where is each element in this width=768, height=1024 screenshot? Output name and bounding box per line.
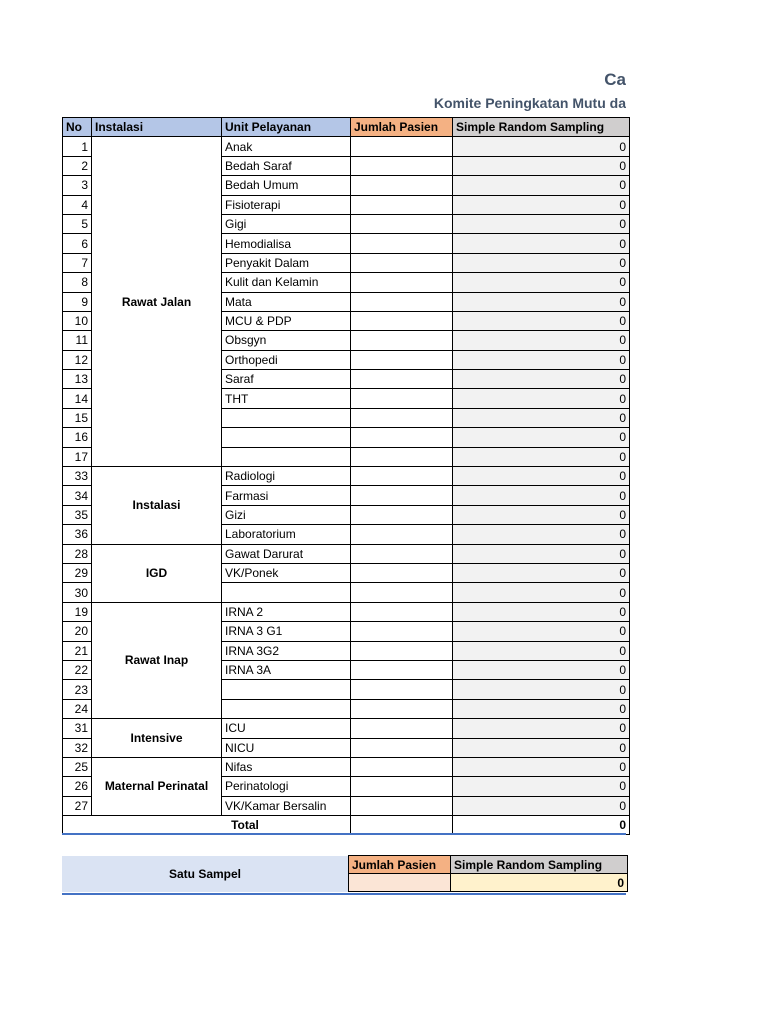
unit-pelayanan-cell[interactable]: Perinatologi xyxy=(222,777,351,796)
jumlah-pasien-cell[interactable] xyxy=(351,719,453,738)
srs-cell[interactable]: 0 xyxy=(453,292,630,311)
row-number[interactable]: 1 xyxy=(63,137,92,156)
unit-pelayanan-cell[interactable]: ICU xyxy=(222,719,351,738)
jumlah-pasien-cell[interactable] xyxy=(351,195,453,214)
sampel-header-jumlah-pasien: Jumlah Pasien xyxy=(349,856,451,874)
srs-cell[interactable]: 0 xyxy=(453,583,630,602)
row-number[interactable]: 30 xyxy=(63,583,92,602)
sampel-jumlah-pasien-input[interactable] xyxy=(349,874,451,892)
row-number[interactable]: 15 xyxy=(63,408,92,427)
jumlah-pasien-cell[interactable] xyxy=(351,738,453,757)
unit-pelayanan-cell[interactable]: Anak xyxy=(222,137,351,156)
row-number[interactable]: 3 xyxy=(63,176,92,195)
unit-pelayanan-cell[interactable]: Orthopedi xyxy=(222,350,351,369)
unit-pelayanan-cell[interactable] xyxy=(222,408,351,427)
table-row xyxy=(63,467,630,486)
table-row xyxy=(63,757,630,776)
instalasi-group-label[interactable]: Rawat Jalan xyxy=(92,137,222,467)
srs-cell[interactable]: 0 xyxy=(453,777,630,796)
jumlah-pasien-cell[interactable] xyxy=(351,467,453,486)
row-number[interactable]: 27 xyxy=(63,796,92,815)
jumlah-pasien-cell[interactable] xyxy=(351,544,453,563)
jumlah-pasien-cell[interactable] xyxy=(351,602,453,621)
table-row xyxy=(63,719,630,738)
unit-pelayanan-cell[interactable]: Bedah Saraf xyxy=(222,156,351,175)
unit-pelayanan-cell[interactable]: Farmasi xyxy=(222,486,351,505)
row-number[interactable]: 2 xyxy=(63,156,92,175)
row-number[interactable]: 26 xyxy=(63,777,92,796)
instalasi-group-label[interactable]: Intensive xyxy=(92,719,222,758)
unit-pelayanan-cell[interactable] xyxy=(222,447,351,466)
srs-cell[interactable]: 0 xyxy=(453,641,630,660)
jumlah-pasien-cell[interactable] xyxy=(351,505,453,524)
unit-pelayanan-cell[interactable]: MCU & PDP xyxy=(222,311,351,330)
jumlah-pasien-cell[interactable] xyxy=(351,428,453,447)
row-number[interactable]: 23 xyxy=(63,680,92,699)
srs-cell[interactable]: 0 xyxy=(453,602,630,621)
srs-cell[interactable]: 0 xyxy=(453,796,630,815)
unit-pelayanan-cell[interactable]: Laboratorium xyxy=(222,525,351,544)
col-header-jumlah-pasien[interactable]: Jumlah Pasien xyxy=(351,118,453,137)
jumlah-pasien-cell[interactable] xyxy=(351,563,453,582)
row-number[interactable]: 32 xyxy=(63,738,92,757)
jumlah-pasien-cell[interactable] xyxy=(351,486,453,505)
jumlah-pasien-cell[interactable] xyxy=(351,331,453,350)
srs-cell[interactable]: 0 xyxy=(453,389,630,408)
srs-cell[interactable]: 0 xyxy=(453,680,630,699)
table-row xyxy=(63,602,630,621)
srs-cell[interactable]: 0 xyxy=(453,447,630,466)
sampel-srs-value[interactable]: 0 xyxy=(451,874,628,892)
unit-pelayanan-cell[interactable]: Gizi xyxy=(222,505,351,524)
jumlah-pasien-cell[interactable] xyxy=(351,408,453,427)
instalasi-group-label[interactable]: Maternal Perinatal xyxy=(92,757,222,815)
srs-cell[interactable]: 0 xyxy=(453,563,630,582)
row-number[interactable]: 36 xyxy=(63,525,92,544)
jumlah-pasien-cell[interactable] xyxy=(351,214,453,233)
unit-pelayanan-cell[interactable]: IRNA 3A xyxy=(222,660,351,679)
jumlah-pasien-cell[interactable] xyxy=(351,389,453,408)
unit-pelayanan-cell[interactable]: Kulit dan Kelamin xyxy=(222,273,351,292)
row-number[interactable]: 6 xyxy=(63,234,92,253)
unit-pelayanan-cell[interactable]: IRNA 3G2 xyxy=(222,641,351,660)
jumlah-pasien-cell[interactable] xyxy=(351,622,453,641)
jumlah-pasien-cell[interactable] xyxy=(351,680,453,699)
row-number[interactable]: 24 xyxy=(63,699,92,718)
srs-cell[interactable]: 0 xyxy=(453,331,630,350)
page-title: Ca xyxy=(604,70,626,89)
srs-cell[interactable]: 0 xyxy=(453,137,630,156)
total-value[interactable]: 0 xyxy=(453,816,630,835)
srs-cell[interactable]: 0 xyxy=(453,622,630,641)
row-number[interactable]: 31 xyxy=(63,719,92,738)
srs-cell[interactable]: 0 xyxy=(453,757,630,776)
row-number[interactable]: 9 xyxy=(63,292,92,311)
unit-pelayanan-cell[interactable]: IRNA 3 G1 xyxy=(222,622,351,641)
unit-pelayanan-cell[interactable] xyxy=(222,680,351,699)
srs-cell[interactable]: 0 xyxy=(453,195,630,214)
srs-cell[interactable]: 0 xyxy=(453,486,630,505)
jumlah-pasien-cell[interactable] xyxy=(351,777,453,796)
row-number[interactable]: 8 xyxy=(63,273,92,292)
srs-cell[interactable]: 0 xyxy=(453,273,630,292)
unit-pelayanan-cell[interactable]: Radiologi xyxy=(222,467,351,486)
col-header-no[interactable]: No xyxy=(63,118,92,137)
instalasi-group-label[interactable]: IGD xyxy=(92,544,222,602)
srs-cell[interactable]: 0 xyxy=(453,660,630,679)
jumlah-pasien-cell[interactable] xyxy=(351,234,453,253)
row-number[interactable]: 16 xyxy=(63,428,92,447)
jumlah-pasien-cell[interactable] xyxy=(351,156,453,175)
row-number[interactable]: 19 xyxy=(63,602,92,621)
jumlah-pasien-cell[interactable] xyxy=(351,660,453,679)
unit-pelayanan-cell[interactable]: NICU xyxy=(222,738,351,757)
row-number[interactable]: 25 xyxy=(63,757,92,776)
row-number[interactable]: 20 xyxy=(63,622,92,641)
page-subtitle: Komite Peningkatan Mutu da xyxy=(433,95,626,111)
jumlah-pasien-cell[interactable] xyxy=(351,641,453,660)
row-number[interactable]: 10 xyxy=(63,311,92,330)
jumlah-pasien-cell[interactable] xyxy=(351,525,453,544)
row-number[interactable]: 28 xyxy=(63,544,92,563)
unit-pelayanan-cell[interactable]: Penyakit Dalam xyxy=(222,253,351,272)
srs-cell[interactable]: 0 xyxy=(453,719,630,738)
bottom-divider xyxy=(62,893,626,895)
srs-cell[interactable]: 0 xyxy=(453,370,630,389)
jumlah-pasien-cell[interactable] xyxy=(351,447,453,466)
jumlah-pasien-cell[interactable] xyxy=(351,273,453,292)
row-number[interactable]: 34 xyxy=(63,486,92,505)
satu-sampel-table xyxy=(62,855,628,892)
table-body xyxy=(63,137,630,835)
srs-cell[interactable]: 0 xyxy=(453,505,630,524)
row-number[interactable]: 5 xyxy=(63,214,92,233)
unit-pelayanan-cell[interactable] xyxy=(222,583,351,602)
row-number[interactable]: 35 xyxy=(63,505,92,524)
table-row xyxy=(63,544,630,563)
total-divider xyxy=(62,833,626,835)
instalasi-group-label[interactable]: Rawat Inap xyxy=(92,602,222,718)
unit-pelayanan-cell[interactable]: Saraf xyxy=(222,370,351,389)
jumlah-pasien-cell[interactable] xyxy=(351,176,453,195)
sampling-table xyxy=(62,117,630,835)
srs-cell[interactable]: 0 xyxy=(453,156,630,175)
instalasi-group-label[interactable]: Instalasi xyxy=(92,467,222,545)
unit-pelayanan-cell[interactable] xyxy=(222,428,351,447)
row-number[interactable]: 21 xyxy=(63,641,92,660)
unit-pelayanan-cell[interactable]: VK/Kamar Bersalin xyxy=(222,796,351,815)
jumlah-pasien-cell[interactable] xyxy=(351,370,453,389)
row-number[interactable]: 4 xyxy=(63,195,92,214)
row-number[interactable]: 11 xyxy=(63,331,92,350)
srs-cell[interactable]: 0 xyxy=(453,699,630,718)
row-number[interactable]: 7 xyxy=(63,253,92,272)
unit-pelayanan-cell[interactable]: Nifas xyxy=(222,757,351,776)
row-number[interactable]: 33 xyxy=(63,467,92,486)
unit-pelayanan-cell[interactable]: IRNA 2 xyxy=(222,602,351,621)
srs-cell[interactable]: 0 xyxy=(453,544,630,563)
row-number[interactable]: 12 xyxy=(63,350,92,369)
srs-cell[interactable]: 0 xyxy=(453,738,630,757)
satu-sampel-label: Satu Sampel xyxy=(62,856,349,892)
srs-cell[interactable]: 0 xyxy=(453,467,630,486)
srs-cell[interactable]: 0 xyxy=(453,253,630,272)
row-number[interactable]: 13 xyxy=(63,370,92,389)
srs-cell[interactable]: 0 xyxy=(453,234,630,253)
srs-cell[interactable]: 0 xyxy=(453,350,630,369)
srs-cell[interactable]: 0 xyxy=(453,408,630,427)
row-number[interactable]: 29 xyxy=(63,563,92,582)
unit-pelayanan-cell[interactable]: VK/Ponek xyxy=(222,563,351,582)
srs-cell[interactable]: 0 xyxy=(453,311,630,330)
jumlah-pasien-cell[interactable] xyxy=(351,137,453,156)
unit-pelayanan-cell[interactable] xyxy=(222,699,351,718)
unit-pelayanan-cell[interactable]: Fisioterapi xyxy=(222,195,351,214)
sampel-header-srs: Simple Random Sampling xyxy=(451,856,628,874)
table-header-row xyxy=(63,118,630,137)
srs-cell[interactable]: 0 xyxy=(453,525,630,544)
col-header-srs[interactable]: Simple Random Sampling xyxy=(453,118,630,137)
jumlah-pasien-cell[interactable] xyxy=(351,757,453,776)
unit-pelayanan-cell[interactable]: THT xyxy=(222,389,351,408)
unit-pelayanan-cell[interactable]: Gigi xyxy=(222,214,351,233)
srs-cell[interactable]: 0 xyxy=(453,428,630,447)
row-number[interactable]: 14 xyxy=(63,389,92,408)
jumlah-pasien-cell[interactable] xyxy=(351,350,453,369)
unit-pelayanan-cell[interactable]: Gawat Darurat xyxy=(222,544,351,563)
srs-cell[interactable]: 0 xyxy=(453,214,630,233)
srs-cell[interactable]: 0 xyxy=(453,176,630,195)
jumlah-pasien-cell[interactable] xyxy=(351,699,453,718)
row-number[interactable]: 22 xyxy=(63,660,92,679)
jumlah-pasien-cell[interactable] xyxy=(351,311,453,330)
col-header-unit[interactable]: Unit Pelayanan xyxy=(222,118,351,137)
total-label: Total xyxy=(63,816,351,835)
jumlah-pasien-cell[interactable] xyxy=(351,253,453,272)
jumlah-pasien-cell[interactable] xyxy=(351,292,453,311)
jumlah-pasien-cell[interactable] xyxy=(351,583,453,602)
row-number[interactable]: 17 xyxy=(63,447,92,466)
table-row xyxy=(63,137,630,156)
unit-pelayanan-cell[interactable]: Obsgyn xyxy=(222,331,351,350)
col-header-instalasi[interactable]: Instalasi xyxy=(92,118,222,137)
unit-pelayanan-cell[interactable]: Mata xyxy=(222,292,351,311)
unit-pelayanan-cell[interactable]: Hemodialisa xyxy=(222,234,351,253)
jumlah-pasien-cell[interactable] xyxy=(351,796,453,815)
unit-pelayanan-cell[interactable]: Bedah Umum xyxy=(222,176,351,195)
